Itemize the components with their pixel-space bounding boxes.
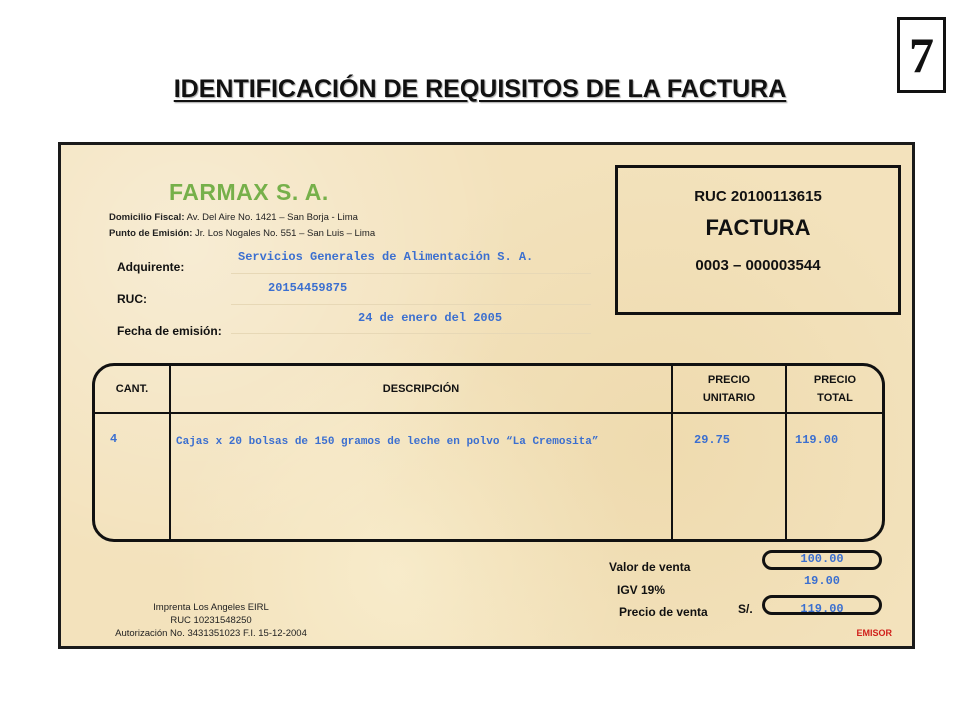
- issuer-ruc: RUC 20100113615: [694, 188, 822, 205]
- header-descripcion: DESCRIPCIÓN: [382, 383, 460, 395]
- ruc-line: [231, 304, 591, 305]
- precio-venta-label: Precio de venta: [619, 605, 708, 619]
- row-descripcion: Cajas x 20 bolsas de 150 gramos de leche en polvo “La Cremosita”: [176, 436, 599, 448]
- header-pu-line2: UNITARIO: [702, 392, 756, 404]
- ruc-value: 20154459875: [268, 281, 348, 295]
- emission-point: [109, 228, 375, 239]
- header-cant: CANT.: [115, 383, 149, 395]
- row-cant: 4: [110, 432, 118, 446]
- row-precio-unitario: 29.75: [694, 433, 731, 447]
- fecha-line: [231, 333, 591, 334]
- valor-venta-value: 100.00: [800, 552, 844, 566]
- printer-line3: Autorización No. 3431351023 F.I. 15-12-2004: [115, 628, 307, 639]
- fecha-value: 24 de enero del 2005: [358, 311, 503, 325]
- header-divider: [95, 412, 882, 414]
- invoice-number: 0003 – 000003544: [695, 257, 821, 274]
- adquirente-label: Adquirente:: [117, 260, 185, 274]
- domicilio-value: Av. Del Aire No. 1421 – San Borja - Lima: [186, 212, 358, 223]
- printer-line1: Imprenta Los Angeles EIRL: [153, 602, 269, 613]
- igv-value: 19.00: [803, 574, 840, 588]
- adquirente-value: Servicios Generales de Alimentación S. A.: [238, 250, 534, 264]
- company-name: FARMAX S. A.: [169, 179, 329, 205]
- adquirente-line: [231, 273, 591, 274]
- company-address: [109, 212, 358, 223]
- items-table: [92, 363, 885, 542]
- invoice-document: [58, 142, 915, 649]
- emision-label: Punto de Emisión:: [109, 228, 193, 239]
- domicilio-label: Domicilio Fiscal:: [109, 212, 185, 223]
- header-precio-unitario: [673, 371, 785, 407]
- header-pt-line1: PRECIO: [813, 374, 857, 386]
- header-precio-total: [787, 371, 883, 407]
- row-precio-total: 119.00: [795, 433, 839, 447]
- header-pu-line1: PRECIO: [707, 374, 751, 386]
- precio-venta-value: 119.00: [800, 602, 844, 616]
- printer-info: [61, 601, 361, 640]
- emision-value: Jr. Los Nogales No. 551 – San Luis – Lima: [195, 228, 376, 239]
- valor-venta-label: Valor de venta: [609, 560, 691, 574]
- invoice-id-box: [615, 165, 901, 315]
- document-type: FACTURA: [705, 215, 811, 240]
- igv-label: IGV 19%: [617, 583, 666, 597]
- ruc-label: RUC:: [117, 292, 147, 306]
- page-title: IDENTIFICACIÓN DE REQUISITOS DE LA FACTURA: [173, 75, 787, 103]
- printer-line2: RUC 10231548250: [170, 615, 252, 626]
- header-pt-line2: TOTAL: [817, 392, 853, 404]
- emisor-label: EMISOR: [856, 628, 892, 638]
- currency-symbol: S/.: [738, 602, 753, 616]
- fecha-label: Fecha de emisión:: [117, 324, 222, 338]
- slide-number: 7: [897, 17, 946, 93]
